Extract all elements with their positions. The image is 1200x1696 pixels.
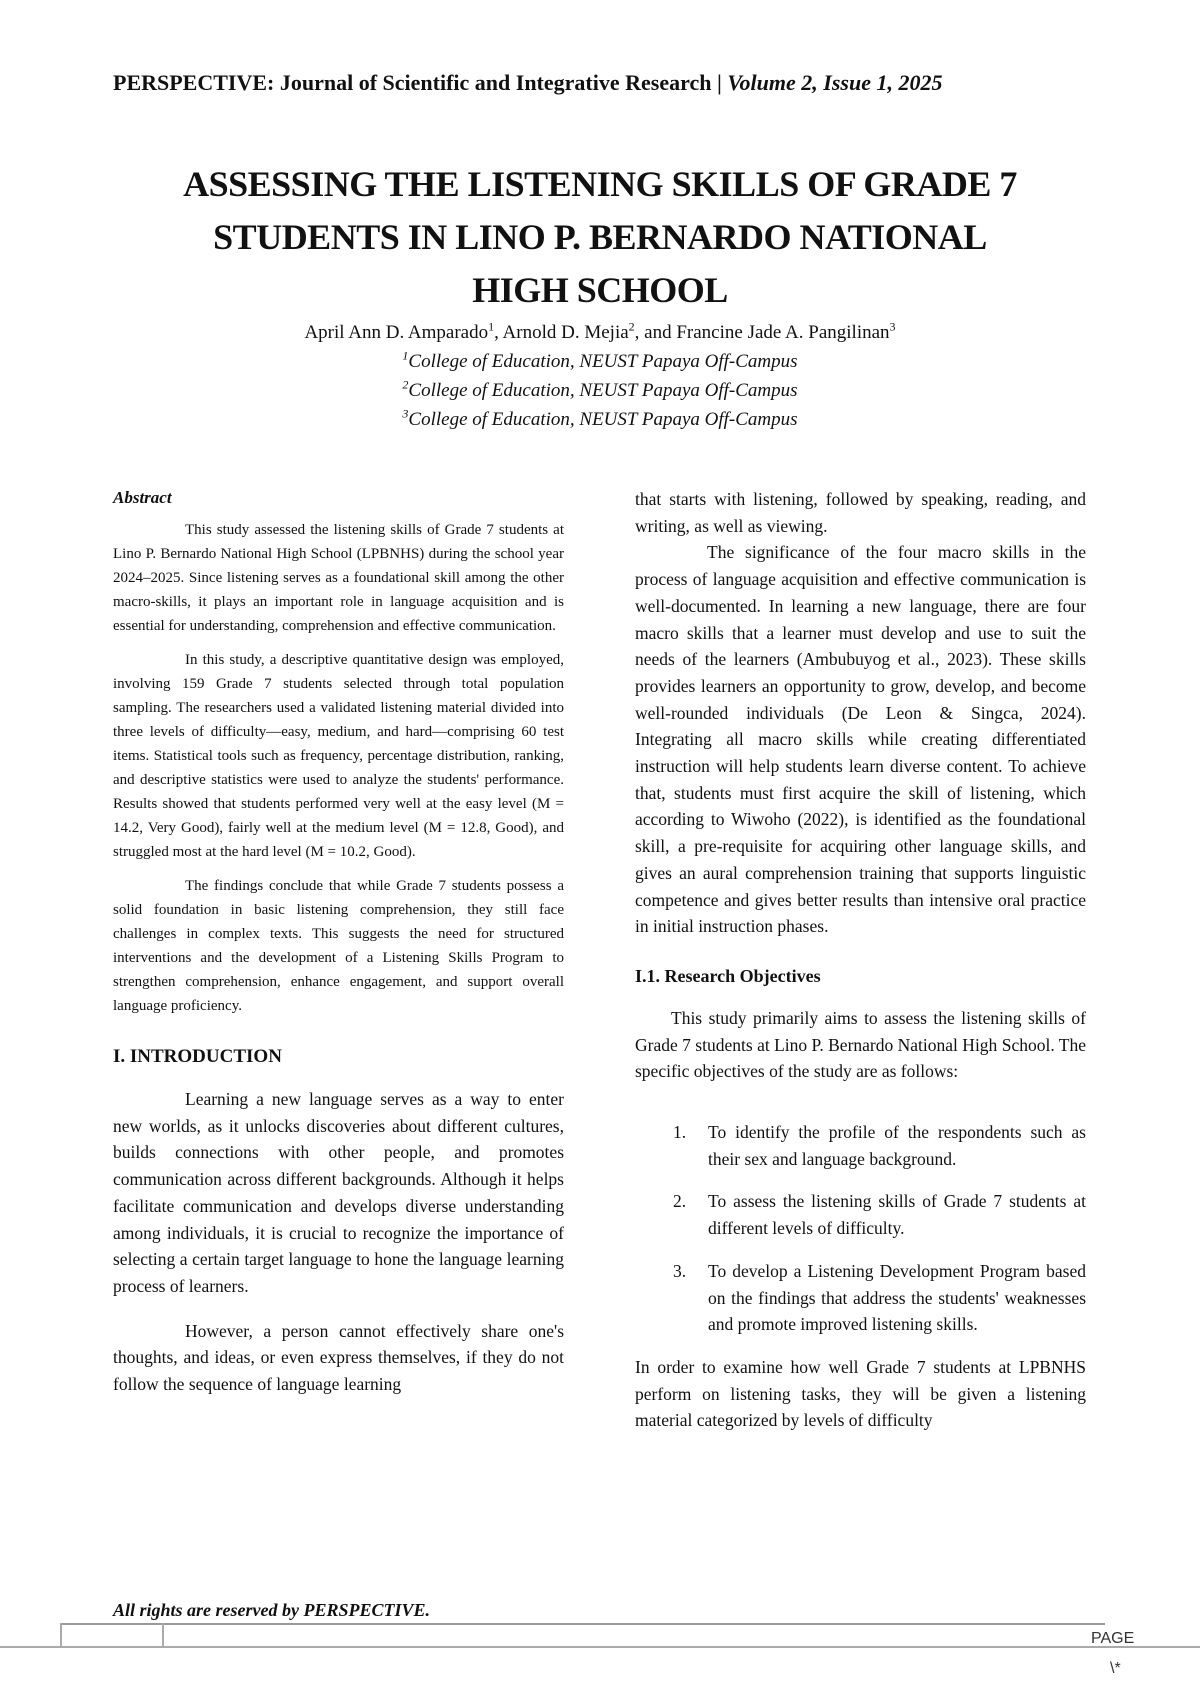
title-line-2: STUDENTS IN LINO P. BERNARDO NATIONAL bbox=[213, 217, 987, 257]
affiliation-text: College of Education, NEUST Papaya Off-Campus bbox=[408, 351, 798, 372]
author-sup: 3 bbox=[889, 319, 896, 334]
author-sep: , bbox=[494, 322, 503, 343]
author-list bbox=[80, 318, 1120, 347]
objectives-closing: In order to examine how well Grade 7 students at LPBNHS perform on listening tasks, they will be given a listening material categorized by levels of difficulty bbox=[635, 1356, 1086, 1431]
objective-text: To assess the listening skills of Grade 7 students at different levels of difficulty. bbox=[708, 1191, 1086, 1239]
introduction-heading: I. INTRODUCTION bbox=[113, 1046, 282, 1067]
journal-name: PERSPECTIVE: Journal of Scientific and Integrative Research | bbox=[113, 70, 728, 95]
journal-header bbox=[113, 70, 1103, 96]
objective-text: To identify the profile of the respondents such as their sex and language background. bbox=[708, 1122, 1086, 1169]
paper-title bbox=[80, 158, 1120, 317]
objectives-intro: This study primarily aims to assess the listening skills of Grade 7 students at Lino P. Bernardo National High School. The specific objectives of the study are as follows: bbox=[635, 1007, 1086, 1082]
objectives-heading: I.1. Research Objectives bbox=[635, 965, 821, 986]
footer-box bbox=[60, 1623, 164, 1646]
affiliation-text: College of Education, NEUST Papaya Off-Campus bbox=[408, 380, 798, 401]
objective-number: 1. bbox=[673, 1122, 687, 1143]
introduction-paragraph-continued: that starts with listening, followed by speaking, reading, and writing, as well as viewing. bbox=[635, 489, 1086, 536]
affiliation-sup: 2 bbox=[402, 377, 409, 392]
author-name: Arnold D. Mejia bbox=[502, 322, 629, 343]
affiliation bbox=[80, 405, 1120, 434]
introduction-paragraph: However, a person cannot effectively share one's thoughts, and ideas, or even express themselves, if they do not follow the sequence of language learning bbox=[113, 1320, 564, 1395]
author-sup: 1 bbox=[488, 319, 495, 334]
affiliation-sup: 3 bbox=[402, 406, 409, 421]
page-number-field: \* bbox=[1110, 1660, 1121, 1677]
introduction-paragraph: The significance of the four macro skills in the process of language acquisition and effective communication is well-documented. In learning a new language, there are four macro skills that a learner must develop and use to suit the needs of the learners (Ambubuyog et al., 2023). These skills provides learners an opportunity to grow, develop, and become well-rounded individuals (De Leon & Singca, 2024). Integrating all macro skills while creating differentiated instruction will help students learn diverse content. To achieve that, students must first acquire the skill of listening, which according to Wiwoho (2022), is identified as the foundational skill, a pre-requisite for acquiring other language skills, and gives an aural comprehension training that supports linguistic competence and gives better results than intensive oral practice in initial instruction phases. bbox=[635, 542, 1086, 937]
objective-item bbox=[635, 1119, 1086, 1172]
journal-volume: Volume 2, Issue 1, 2025 bbox=[727, 70, 943, 95]
affiliation-text: College of Education, NEUST Papaya Off-Campus bbox=[408, 409, 798, 430]
affiliation-sup: 1 bbox=[402, 348, 409, 363]
abstract-paragraph: In this study, a descriptive quantitative design was employed, involving 159 Grade 7 students selected through total population sampling. The researchers used a validated listening material divided into three levels of difficulty—easy, medium, and hard—comprising 60 test items. Statistical tools such as frequency, percentage distribution, ranking, and descriptive statistics were used to analyze the students' performance. Results showed that students performed very well at the easy level (M = 14.2, Very Good), fairly well at the medium level (M = 12.8, Good), and struggled most at the hard level (M = 10.2, Good). bbox=[113, 652, 564, 860]
introduction-paragraph: Learning a new language serves as a way to enter new worlds, as it unlocks discoveries about different cultures, builds connections with other people, and promotes communication across different backgrounds. Although it helps facilitate communication and develops diverse understanding among individuals, it is crucial to recognize the importance of selecting a certain target language to hone the language learning process of learners. bbox=[113, 1089, 564, 1296]
author-sep: , and bbox=[634, 322, 677, 343]
rights-notice: All rights are reserved by PERSPECTIVE. bbox=[113, 1600, 431, 1620]
footer-divider-bottom bbox=[0, 1646, 1200, 1648]
author-name: April Ann D. Amparado bbox=[304, 322, 489, 343]
author-sup: 2 bbox=[628, 319, 635, 334]
page-label: PAGE bbox=[1091, 1630, 1135, 1647]
footer-divider bbox=[60, 1623, 1105, 1625]
objective-item bbox=[635, 1188, 1086, 1241]
affiliation bbox=[80, 376, 1120, 405]
right-column bbox=[635, 486, 1086, 1452]
abstract-label: Abstract bbox=[113, 488, 172, 507]
title-line-1: ASSESSING THE LISTENING SKILLS OF GRADE 7 bbox=[183, 164, 1017, 204]
abstract-paragraph: This study assessed the listening skills of Grade 7 students at Lino P. Bernardo National High School (LPBNHS) during the school year 2024–2025. Since listening serves as a foundational skill among the other macro-skills, it plays an important role in language acquisition and is essential for understanding, comprehension and effective communication. bbox=[113, 522, 564, 634]
author-block bbox=[80, 318, 1120, 434]
objectives-list bbox=[635, 1119, 1086, 1338]
left-column bbox=[113, 488, 564, 1416]
objective-item bbox=[635, 1258, 1086, 1338]
abstract-paragraph: The findings conclude that while Grade 7 students possess a solid foundation in basic listening comprehension, they still face challenges in complex texts. This suggests the need for structured interventions and the development of a Listening Skills Program to strengthen comprehension, enhance engagement, and support overall language proficiency. bbox=[113, 878, 564, 1014]
title-line-3: HIGH SCHOOL bbox=[472, 270, 728, 310]
affiliation bbox=[80, 347, 1120, 376]
objective-number: 3. bbox=[673, 1260, 687, 1281]
objective-text: To develop a Listening Development Program based on the findings that address the students' weaknesses and promote improved listening skills. bbox=[708, 1260, 1086, 1335]
author-name: Francine Jade A. Pangilinan bbox=[676, 322, 890, 343]
objective-number: 2. bbox=[673, 1191, 687, 1212]
